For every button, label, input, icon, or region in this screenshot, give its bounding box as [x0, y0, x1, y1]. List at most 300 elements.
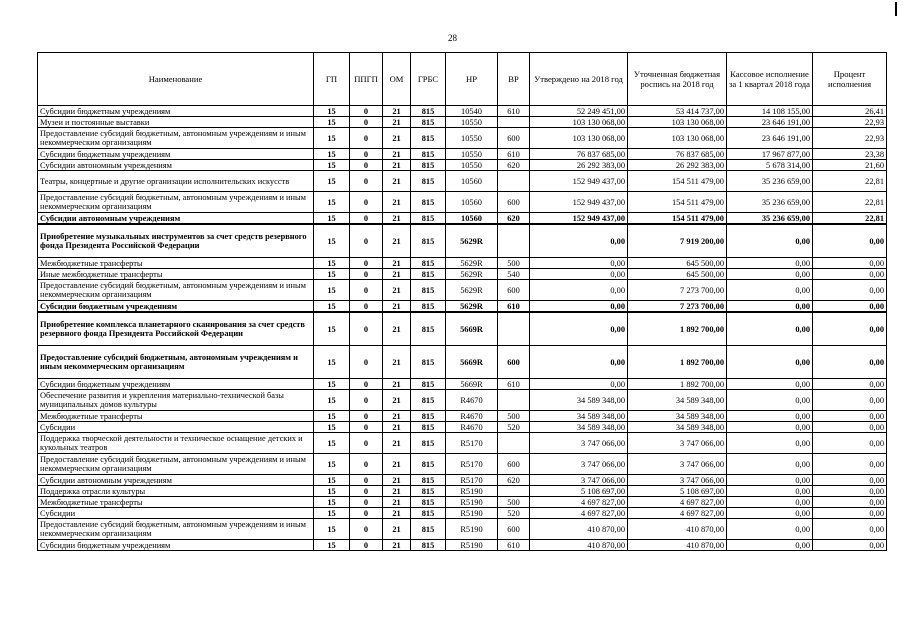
col-header-grbs: ГРБС	[411, 53, 446, 106]
cell-approved: 4 697 827,00	[530, 508, 628, 519]
cell-ppgp: 0	[350, 106, 383, 117]
cell-refined: 410 870,00	[628, 540, 727, 551]
cell-ppgp: 0	[350, 280, 383, 301]
cell-approved: 76 837 685,00	[530, 149, 628, 160]
cell-gp: 15	[314, 192, 350, 213]
cell-cash: 5 678 314,00	[727, 160, 813, 171]
table-row	[38, 497, 887, 508]
cell-nr: 5629R	[446, 280, 498, 301]
cell-grbs: 815	[411, 346, 446, 379]
cell-gp: 15	[314, 280, 350, 301]
table-row	[38, 128, 887, 149]
cell-percent: 0,00	[813, 433, 887, 454]
cell-approved: 3 747 066,00	[530, 454, 628, 475]
cell-cash: 0,00	[727, 433, 813, 454]
cell-grbs: 815	[411, 411, 446, 422]
cell-approved: 0,00	[530, 224, 628, 258]
cell-nr: 10550	[446, 128, 498, 149]
cell-om: 21	[383, 192, 411, 213]
cell-vr: 600	[498, 128, 530, 149]
col-header-percent: Процент исполнения	[813, 53, 887, 106]
cell-vr: 500	[498, 497, 530, 508]
cell-grbs: 815	[411, 213, 446, 225]
cell-gp: 15	[314, 497, 350, 508]
cell-vr: 520	[498, 422, 530, 433]
cell-grbs: 815	[411, 475, 446, 486]
cell-vr: 610	[498, 379, 530, 390]
cell-cash: 0,00	[727, 346, 813, 379]
cell-nr: 10560	[446, 171, 498, 192]
cell-cash: 0,00	[727, 422, 813, 433]
cell-name: Предоставление субсидий бюджетным, автономным учреждениям и иным некоммерческим организациям	[38, 519, 314, 540]
cell-gp: 15	[314, 160, 350, 171]
cell-approved: 4 697 827,00	[530, 497, 628, 508]
cell-nr: R5190	[446, 519, 498, 540]
cell-cash: 17 967 877,00	[727, 149, 813, 160]
cell-grbs: 815	[411, 508, 446, 519]
cell-approved: 34 589 348,00	[530, 422, 628, 433]
cell-cash: 0,00	[727, 258, 813, 269]
table-body	[38, 106, 887, 551]
cell-vr	[498, 390, 530, 411]
cell-vr: 620	[498, 213, 530, 225]
cell-refined: 7 919 200,00	[628, 224, 727, 258]
cell-ppgp: 0	[350, 312, 383, 346]
cell-refined: 7 273 700,00	[628, 280, 727, 301]
cell-nr: R5170	[446, 433, 498, 454]
cell-refined: 1 892 700,00	[628, 379, 727, 390]
cell-gp: 15	[314, 433, 350, 454]
table-row	[38, 411, 887, 422]
table-row	[38, 160, 887, 171]
cell-vr	[498, 171, 530, 192]
cell-cash: 0,00	[727, 269, 813, 280]
cell-nr: R5190	[446, 540, 498, 551]
cell-percent: 0,00	[813, 486, 887, 497]
cell-ppgp: 0	[350, 192, 383, 213]
cell-refined: 53 414 737,00	[628, 106, 727, 117]
table-row	[38, 486, 887, 497]
cell-name: Приобретение комплекса планетарного сканирования за счет средств резервного фонда Президента Российской Федерации	[38, 312, 314, 346]
cell-ppgp: 0	[350, 346, 383, 379]
cell-cash: 0,00	[727, 280, 813, 301]
cell-ppgp: 0	[350, 486, 383, 497]
cell-grbs: 815	[411, 117, 446, 128]
cell-nr: 5629R	[446, 269, 498, 280]
table-row	[38, 475, 887, 486]
cell-percent: 0,00	[813, 390, 887, 411]
cell-name: Субсидии бюджетным учреждениям	[38, 379, 314, 390]
cell-grbs: 815	[411, 519, 446, 540]
cell-cash: 14 108 155,00	[727, 106, 813, 117]
cell-approved: 5 108 697,00	[530, 486, 628, 497]
cell-gp: 15	[314, 224, 350, 258]
cell-gp: 15	[314, 117, 350, 128]
cell-percent: 22,81	[813, 192, 887, 213]
cell-cash: 23 646 191,00	[727, 128, 813, 149]
cell-name: Субсидии бюджетным учреждениям	[38, 301, 314, 313]
table-row	[38, 540, 887, 551]
cell-percent: 0,00	[813, 346, 887, 379]
cell-vr: 520	[498, 508, 530, 519]
cell-name: Поддержка творческой деятельности и техническое оснащение детских и кукольных театров	[38, 433, 314, 454]
table-row	[38, 312, 887, 346]
cell-om: 21	[383, 171, 411, 192]
cell-gp: 15	[314, 171, 350, 192]
cell-cash: 0,00	[727, 475, 813, 486]
cell-ppgp: 0	[350, 171, 383, 192]
cell-gp: 15	[314, 106, 350, 117]
cell-name: Субсидии бюджетным учреждениям	[38, 540, 314, 551]
cell-approved: 0,00	[530, 346, 628, 379]
cell-om: 21	[383, 497, 411, 508]
cell-om: 21	[383, 508, 411, 519]
cell-percent: 22,81	[813, 213, 887, 225]
cell-name: Иные межбюджетные трансферты	[38, 269, 314, 280]
cell-percent: 0,00	[813, 269, 887, 280]
cell-cash: 0,00	[727, 411, 813, 422]
cell-refined: 34 589 348,00	[628, 411, 727, 422]
cell-refined: 154 511 479,00	[628, 213, 727, 225]
cell-om: 21	[383, 224, 411, 258]
cell-ppgp: 0	[350, 497, 383, 508]
cell-refined: 4 697 827,00	[628, 497, 727, 508]
cell-om: 21	[383, 128, 411, 149]
cell-ppgp: 0	[350, 508, 383, 519]
cell-grbs: 815	[411, 149, 446, 160]
cell-nr: 5669R	[446, 379, 498, 390]
cell-grbs: 815	[411, 160, 446, 171]
cell-name: Субсидии бюджетным учреждениям	[38, 106, 314, 117]
cell-nr: R5190	[446, 508, 498, 519]
cell-refined: 103 130 068,00	[628, 128, 727, 149]
cell-om: 21	[383, 433, 411, 454]
cell-approved: 0,00	[530, 312, 628, 346]
budget-table	[37, 52, 887, 551]
cell-refined: 34 589 348,00	[628, 390, 727, 411]
cell-approved: 3 747 066,00	[530, 475, 628, 486]
cell-vr: 600	[498, 280, 530, 301]
cell-grbs: 815	[411, 301, 446, 313]
cell-name: Субсидии	[38, 422, 314, 433]
cell-grbs: 815	[411, 269, 446, 280]
cell-gp: 15	[314, 390, 350, 411]
cell-nr: 10550	[446, 149, 498, 160]
cell-nr: 10560	[446, 213, 498, 225]
cell-nr: 5669R	[446, 312, 498, 346]
cell-ppgp: 0	[350, 519, 383, 540]
cell-vr: 620	[498, 475, 530, 486]
cell-gp: 15	[314, 149, 350, 160]
cell-approved: 0,00	[530, 258, 628, 269]
cell-ppgp: 0	[350, 433, 383, 454]
cell-percent: 0,00	[813, 454, 887, 475]
table-row	[38, 280, 887, 301]
cell-om: 21	[383, 258, 411, 269]
cell-percent: 21,60	[813, 160, 887, 171]
cell-percent: 22,93	[813, 128, 887, 149]
cell-nr: 10540	[446, 106, 498, 117]
cell-name: Предоставление субсидий бюджетным, автономным учреждениям и иным некоммерческим организациям	[38, 128, 314, 149]
cell-cash: 0,00	[727, 519, 813, 540]
cell-vr: 600	[498, 192, 530, 213]
col-header-om: ОМ	[383, 53, 411, 106]
cell-approved: 410 870,00	[530, 540, 628, 551]
cell-om: 21	[383, 422, 411, 433]
table-row	[38, 192, 887, 213]
cell-refined: 1 892 700,00	[628, 312, 727, 346]
col-header-gp: ГП	[314, 53, 350, 106]
cell-grbs: 815	[411, 486, 446, 497]
cell-approved: 103 130 068,00	[530, 128, 628, 149]
cell-vr	[498, 224, 530, 258]
table-row	[38, 269, 887, 280]
cell-refined: 4 697 827,00	[628, 508, 727, 519]
cell-refined: 410 870,00	[628, 519, 727, 540]
cell-om: 21	[383, 117, 411, 128]
cell-nr: 10560	[446, 192, 498, 213]
cell-nr: 5629R	[446, 258, 498, 269]
cell-refined: 34 589 348,00	[628, 422, 727, 433]
cell-om: 21	[383, 301, 411, 313]
cell-gp: 15	[314, 422, 350, 433]
cell-vr: 600	[498, 519, 530, 540]
cell-om: 21	[383, 106, 411, 117]
cell-ppgp: 0	[350, 269, 383, 280]
cell-grbs: 815	[411, 454, 446, 475]
table-row	[38, 213, 887, 225]
cell-vr	[498, 117, 530, 128]
cell-refined: 645 500,00	[628, 269, 727, 280]
cell-approved: 0,00	[530, 301, 628, 313]
cell-refined: 3 747 066,00	[628, 475, 727, 486]
cell-percent: 0,00	[813, 411, 887, 422]
cell-cash: 23 646 191,00	[727, 117, 813, 128]
cell-cash: 0,00	[727, 454, 813, 475]
cell-percent: 0,00	[813, 280, 887, 301]
cell-vr: 600	[498, 454, 530, 475]
table-row	[38, 390, 887, 411]
margin-mark	[895, 2, 897, 16]
cell-percent: 0,00	[813, 497, 887, 508]
col-header-refined: Уточненная бюджетная роспись на 2018 год	[628, 53, 727, 106]
cell-om: 21	[383, 213, 411, 225]
cell-cash: 0,00	[727, 301, 813, 313]
cell-approved: 410 870,00	[530, 519, 628, 540]
cell-grbs: 815	[411, 224, 446, 258]
cell-om: 21	[383, 411, 411, 422]
cell-gp: 15	[314, 519, 350, 540]
cell-nr: 10550	[446, 160, 498, 171]
cell-vr: 600	[498, 346, 530, 379]
cell-refined: 26 292 383,00	[628, 160, 727, 171]
cell-grbs: 815	[411, 390, 446, 411]
cell-percent: 22,81	[813, 171, 887, 192]
cell-approved: 52 249 451,00	[530, 106, 628, 117]
cell-refined: 103 130 068,00	[628, 117, 727, 128]
cell-nr: R4670	[446, 390, 498, 411]
cell-cash: 0,00	[727, 497, 813, 508]
cell-gp: 15	[314, 301, 350, 313]
cell-vr: 610	[498, 149, 530, 160]
cell-ppgp: 0	[350, 213, 383, 225]
cell-vr: 500	[498, 258, 530, 269]
cell-approved: 152 949 437,00	[530, 192, 628, 213]
cell-om: 21	[383, 519, 411, 540]
cell-om: 21	[383, 540, 411, 551]
cell-cash: 0,00	[727, 224, 813, 258]
page-number: 28	[448, 33, 457, 43]
cell-ppgp: 0	[350, 454, 383, 475]
cell-nr: R5190	[446, 486, 498, 497]
cell-grbs: 815	[411, 540, 446, 551]
table-row	[38, 106, 887, 117]
col-header-ppgp: ППГП	[350, 53, 383, 106]
table-row	[38, 433, 887, 454]
cell-name: Приобретение музыкальных инструментов за счет средств резервного фонда Президента Российской Федерации	[38, 224, 314, 258]
cell-om: 21	[383, 280, 411, 301]
cell-gp: 15	[314, 128, 350, 149]
cell-name: Предоставление субсидий бюджетным, автономным учреждениям и иным некоммерческим организациям	[38, 346, 314, 379]
table-row	[38, 379, 887, 390]
cell-refined: 76 837 685,00	[628, 149, 727, 160]
cell-nr: R4670	[446, 411, 498, 422]
cell-name: Субсидии	[38, 508, 314, 519]
cell-cash: 0,00	[727, 486, 813, 497]
cell-ppgp: 0	[350, 117, 383, 128]
cell-cash: 0,00	[727, 508, 813, 519]
cell-om: 21	[383, 454, 411, 475]
cell-name: Субсидии автономным учреждениям	[38, 213, 314, 225]
table-row	[38, 149, 887, 160]
cell-gp: 15	[314, 346, 350, 379]
table-row	[38, 301, 887, 313]
cell-approved: 152 949 437,00	[530, 213, 628, 225]
cell-name: Субсидии бюджетным учреждениям	[38, 149, 314, 160]
cell-name: Обеспечение развития и укрепления материально-технической базы муниципальных домов культуры	[38, 390, 314, 411]
cell-grbs: 815	[411, 106, 446, 117]
table-row	[38, 224, 887, 258]
cell-om: 21	[383, 312, 411, 346]
cell-approved: 26 292 383,00	[530, 160, 628, 171]
cell-cash: 0,00	[727, 379, 813, 390]
cell-ppgp: 0	[350, 475, 383, 486]
cell-name: Предоставление субсидий бюджетным, автономным учреждениям и иным некоммерческим организациям	[38, 192, 314, 213]
cell-approved: 34 589 348,00	[530, 390, 628, 411]
cell-approved: 0,00	[530, 379, 628, 390]
cell-om: 21	[383, 379, 411, 390]
cell-gp: 15	[314, 312, 350, 346]
cell-percent: 0,00	[813, 224, 887, 258]
cell-ppgp: 0	[350, 422, 383, 433]
cell-nr: R5190	[446, 497, 498, 508]
cell-vr	[498, 433, 530, 454]
cell-grbs: 815	[411, 258, 446, 269]
cell-nr: 5629R	[446, 301, 498, 313]
cell-grbs: 815	[411, 192, 446, 213]
cell-name: Межбюджетные трансферты	[38, 411, 314, 422]
cell-ppgp: 0	[350, 258, 383, 269]
cell-om: 21	[383, 346, 411, 379]
table-row	[38, 454, 887, 475]
cell-vr	[498, 486, 530, 497]
cell-om: 21	[383, 475, 411, 486]
cell-cash: 0,00	[727, 390, 813, 411]
cell-grbs: 815	[411, 171, 446, 192]
cell-ppgp: 0	[350, 540, 383, 551]
cell-vr: 620	[498, 160, 530, 171]
table-row	[38, 508, 887, 519]
cell-percent: 26,41	[813, 106, 887, 117]
cell-approved: 103 130 068,00	[530, 117, 628, 128]
cell-name: Поддержка отрасли культуры	[38, 486, 314, 497]
table-row	[38, 171, 887, 192]
cell-ppgp: 0	[350, 149, 383, 160]
cell-name: Субсидии автономным учреждениям	[38, 160, 314, 171]
cell-grbs: 815	[411, 128, 446, 149]
table-row	[38, 258, 887, 269]
cell-refined: 645 500,00	[628, 258, 727, 269]
cell-percent: 0,00	[813, 519, 887, 540]
table-row	[38, 346, 887, 379]
cell-vr: 610	[498, 106, 530, 117]
cell-gp: 15	[314, 475, 350, 486]
cell-nr: 5629R	[446, 224, 498, 258]
cell-ppgp: 0	[350, 411, 383, 422]
cell-cash: 35 236 659,00	[727, 171, 813, 192]
cell-name: Межбюджетные трансферты	[38, 258, 314, 269]
cell-ppgp: 0	[350, 379, 383, 390]
cell-refined: 154 511 479,00	[628, 192, 727, 213]
cell-om: 21	[383, 486, 411, 497]
cell-nr: R5170	[446, 475, 498, 486]
cell-grbs: 815	[411, 379, 446, 390]
cell-gp: 15	[314, 508, 350, 519]
cell-percent: 0,00	[813, 258, 887, 269]
cell-approved: 34 589 348,00	[530, 411, 628, 422]
col-header-vr: ВР	[498, 53, 530, 106]
cell-name: Предоставление субсидий бюджетным, автономным учреждениям и иным некоммерческим организациям	[38, 280, 314, 301]
cell-approved: 0,00	[530, 269, 628, 280]
cell-nr: 10550	[446, 117, 498, 128]
cell-vr	[498, 312, 530, 346]
cell-percent: 0,00	[813, 379, 887, 390]
cell-percent: 0,00	[813, 312, 887, 346]
cell-refined: 154 511 479,00	[628, 171, 727, 192]
cell-percent: 0,00	[813, 475, 887, 486]
table-row	[38, 422, 887, 433]
header-row	[38, 53, 887, 106]
table-row	[38, 117, 887, 128]
cell-refined: 3 747 066,00	[628, 454, 727, 475]
col-header-nr: НР	[446, 53, 498, 106]
cell-om: 21	[383, 160, 411, 171]
cell-cash: 35 236 659,00	[727, 192, 813, 213]
cell-refined: 7 273 700,00	[628, 301, 727, 313]
cell-percent: 0,00	[813, 422, 887, 433]
col-header-approved: Утверждено на 2018 год	[530, 53, 628, 106]
cell-nr: R4670	[446, 422, 498, 433]
cell-gp: 15	[314, 454, 350, 475]
cell-cash: 0,00	[727, 540, 813, 551]
cell-refined: 3 747 066,00	[628, 433, 727, 454]
cell-refined: 1 892 700,00	[628, 346, 727, 379]
cell-name: Театры, концертные и другие организации исполнительских искусств	[38, 171, 314, 192]
cell-ppgp: 0	[350, 128, 383, 149]
cell-approved: 3 747 066,00	[530, 433, 628, 454]
cell-gp: 15	[314, 213, 350, 225]
cell-gp: 15	[314, 540, 350, 551]
